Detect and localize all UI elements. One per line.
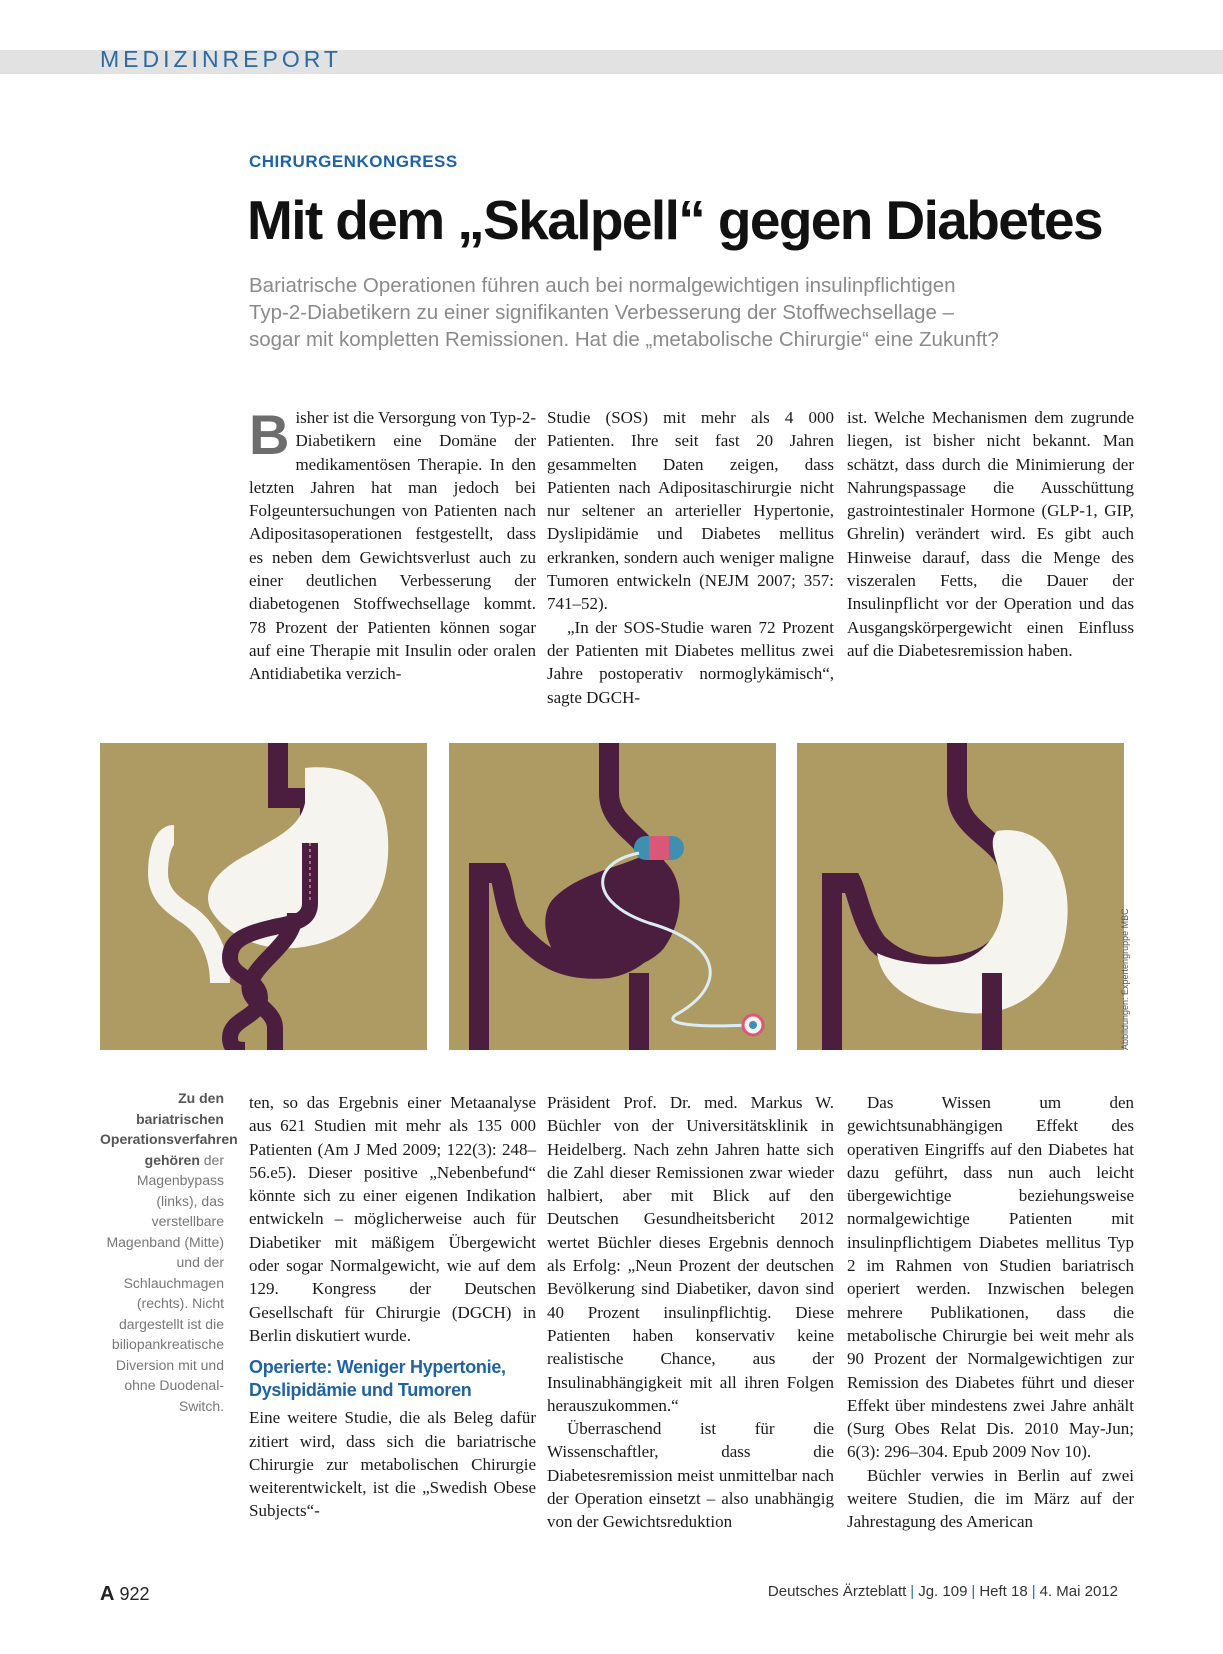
gastric-bypass-illustration [100,743,427,1050]
journal-volume: Jg. 109 [918,1583,968,1600]
paragraph: ist. Welche Mechanismen dem zugrunde liegen, ist bisher nicht bekannt. Man schätzt, dass durch die Minimierung der Nahrungspassage die Ausschüttung gastrointestinaler Hormone (GLP-1, GIP, Ghrelin) verändert wird. Es gibt auch Hinweise darauf, dass die Menge des viszeralen Fetts, die Dauer der Insulinpflicht vor der Operation und das Ausgangskörpergewicht einen Einfluss auf die Diabetesremission haben. [847,408,1134,660]
journal-issue: Heft 18 [979,1583,1028,1600]
section-subheading: Operierte: Weniger Hypertonie, Dyslipidämie und Tumoren [249,1357,506,1401]
paragraph: Büchler verwies in Berlin auf zwei weitere Studien, die im März auf der Jahrestagung des American [847,1465,1134,1532]
paragraph: Das Wissen um den gewichtsunabhängigen Effekt des operativen Eingriffs auf den Diabetes hat dazu geführt, dass nun auch leicht übergewichtige beziehungsweise normalgewichtige Patienten mit insulinpflichtigem Diabetes mellitus Typ 2 im Rahmen von Studien bariatrisch operiert werden. Inzwischen belegen mehrere Publikationen, dass die metabolische Chirurgie bei weit mehr als 90 Prozent der Normalgewichtigen zur Remission des Diabetes führt und dieser Effekt über mindestens zwei Jahre anhält (Surg Obes Relat Dis. 2010 May-Jun; 6(3): 296–304. Epub 2009 Nov 10). [847,1093,1134,1462]
text-column-2 [547,406,834,709]
paragraph: Überraschend ist für die Wissenschaftler, dass die Diabetesremission meist unmittelbar nach der Operation einsetzt – also unabhängig von der Gewichtsreduktion [547,1419,834,1532]
figure-caption [100,1088,238,1416]
caption-text: der Magenbypass (links), das verstellbare Magenband (Mitte) und der Schlauchmagen (rechts). Nicht dargestellt ist die biliopankreatische Diversion mit und ohne Duodenal-Switch. [106,1151,224,1414]
article-kicker: CHIRURGENKONGRESS [249,152,458,171]
paragraph: Präsident Prof. Dr. med. Markus W. Büchler von der Universitätsklinik in Heidelberg. Nach zehn Jahren hatte sich die Zahl dieser Remissionen zwar wieder halbiert, aber mit Blick auf den Deutschen Gesundheitsbericht 2012 wertet Büchler dieses Ergebnis dennoch als Erfolg: „Neun Prozent der deutschen Bevölkerung sind Diabetiker, davon sind 40 Prozent insulinpflichtig. Diese Patienten haben konservativ keine realistische Chance, aus der Insulinabhängigkeit mit all ihren Folgen herauszukommen.“ [547,1093,834,1415]
gastric-band-illustration [449,743,776,1050]
caption-lead: Zu den bariatrischen Operationsverfahren gehören [100,1090,238,1168]
page-number [100,1583,150,1606]
journal-name: Deutsches Ärzteblatt [767,1583,907,1600]
text-column-1 [249,403,536,686]
paragraph: ten, so das Ergebnis einer Metaanalyse aus 621 Studien mit mehr als 135 000 Patienten (Am J Med 2009; 122(3): 248–56.e5). Dieser positive „Nebenbefund“ könnte sich zu einer eigenen Indikation entwickeln – möglicherweise auch für Diabetiker mit mäßigem Übergewicht oder sogar Normalgewicht, wie auf dem 129. Kongress der Deutschen Gesellschaft für Chirurgie (DGCH) in Berlin diskutiert wurde. [249,1093,536,1345]
lead-line: Typ-2-Diabetikern zu einer signifikanten Verbesserung der Stoffwechsellage – [249,301,954,324]
paragraph: isher ist die Versorgung von Typ-2-Diabetikern eine Domäne der medikamentösen Therapie. In den letzten Jahren hat man jedoch bei Folgeuntersuchungen von Patienten nach Adipositasoperationen festgestellt, dass es neben dem Gewichtsverlust auch zu einer deutlichen Verbesserung der diabetogenen Stoffwechsellage kommt. 78 Prozent der Patienten können sogar auf eine Therapie mit Insulin oder oralen Antidiabetika verzich- [249,408,536,684]
text-column-6 [847,1091,1134,1534]
journal-date: 4. Mai 2012 [1039,1583,1118,1600]
section-label: MEDIZINREPORT [100,46,342,72]
lead-line: Bariatrische Operationen führen auch bei normalgewichtigen insulinpflichtigen [249,274,956,297]
text-column-5 [547,1091,834,1534]
journal-info: Deutsches Ärzteblatt | Jg. 109 | Heft 18 | 4. Mai 2012 [767,1583,1118,1600]
paragraph: Studie (SOS) mit mehr als 4 000 Patienten. Ihre seit fast 20 Jahren gesammelten Daten zeigen, dass Patienten nach Adipositaschirurgie nicht nur seltener an arterieller Hypertonie, Dyslipidämie und Diabetes mellitus erkranken, sondern auch weniger maligne Tumoren entwickeln (NEJM 2007; 357: 741–52). [547,408,834,614]
page-number-value: 922 [119,1584,150,1604]
drop-cap: B [249,403,290,466]
image-credit: Abbildungen: Expertengruppe MBC [1120,908,1130,1050]
text-column-4 [249,1091,536,1523]
page-letter: A [100,1583,115,1605]
article-headline: Mit dem „Skalpell“ gegen Diabetes [247,189,1102,251]
article-lead [249,272,1149,353]
lead-line: sogar mit kompletten Remissionen. Hat die „metabolische Chirurgie“ eine Zukunft? [249,328,999,351]
paragraph: Eine weitere Studie, die als Beleg dafür zitiert wird, dass sich die bariatrische Chirurgie zur metabolischen Chirurgie weiterentwickelt, ist die „Swedish Obese Subjects“- [249,1408,536,1521]
text-column-3 [847,406,1134,662]
paragraph: „In der SOS-Studie waren 72 Prozent der Patienten mit Diabetes mellitus zwei Jahre postoperativ normoglykämisch“, sagte DGCH- [547,617,834,707]
sleeve-gastrectomy-illustration [797,743,1124,1050]
